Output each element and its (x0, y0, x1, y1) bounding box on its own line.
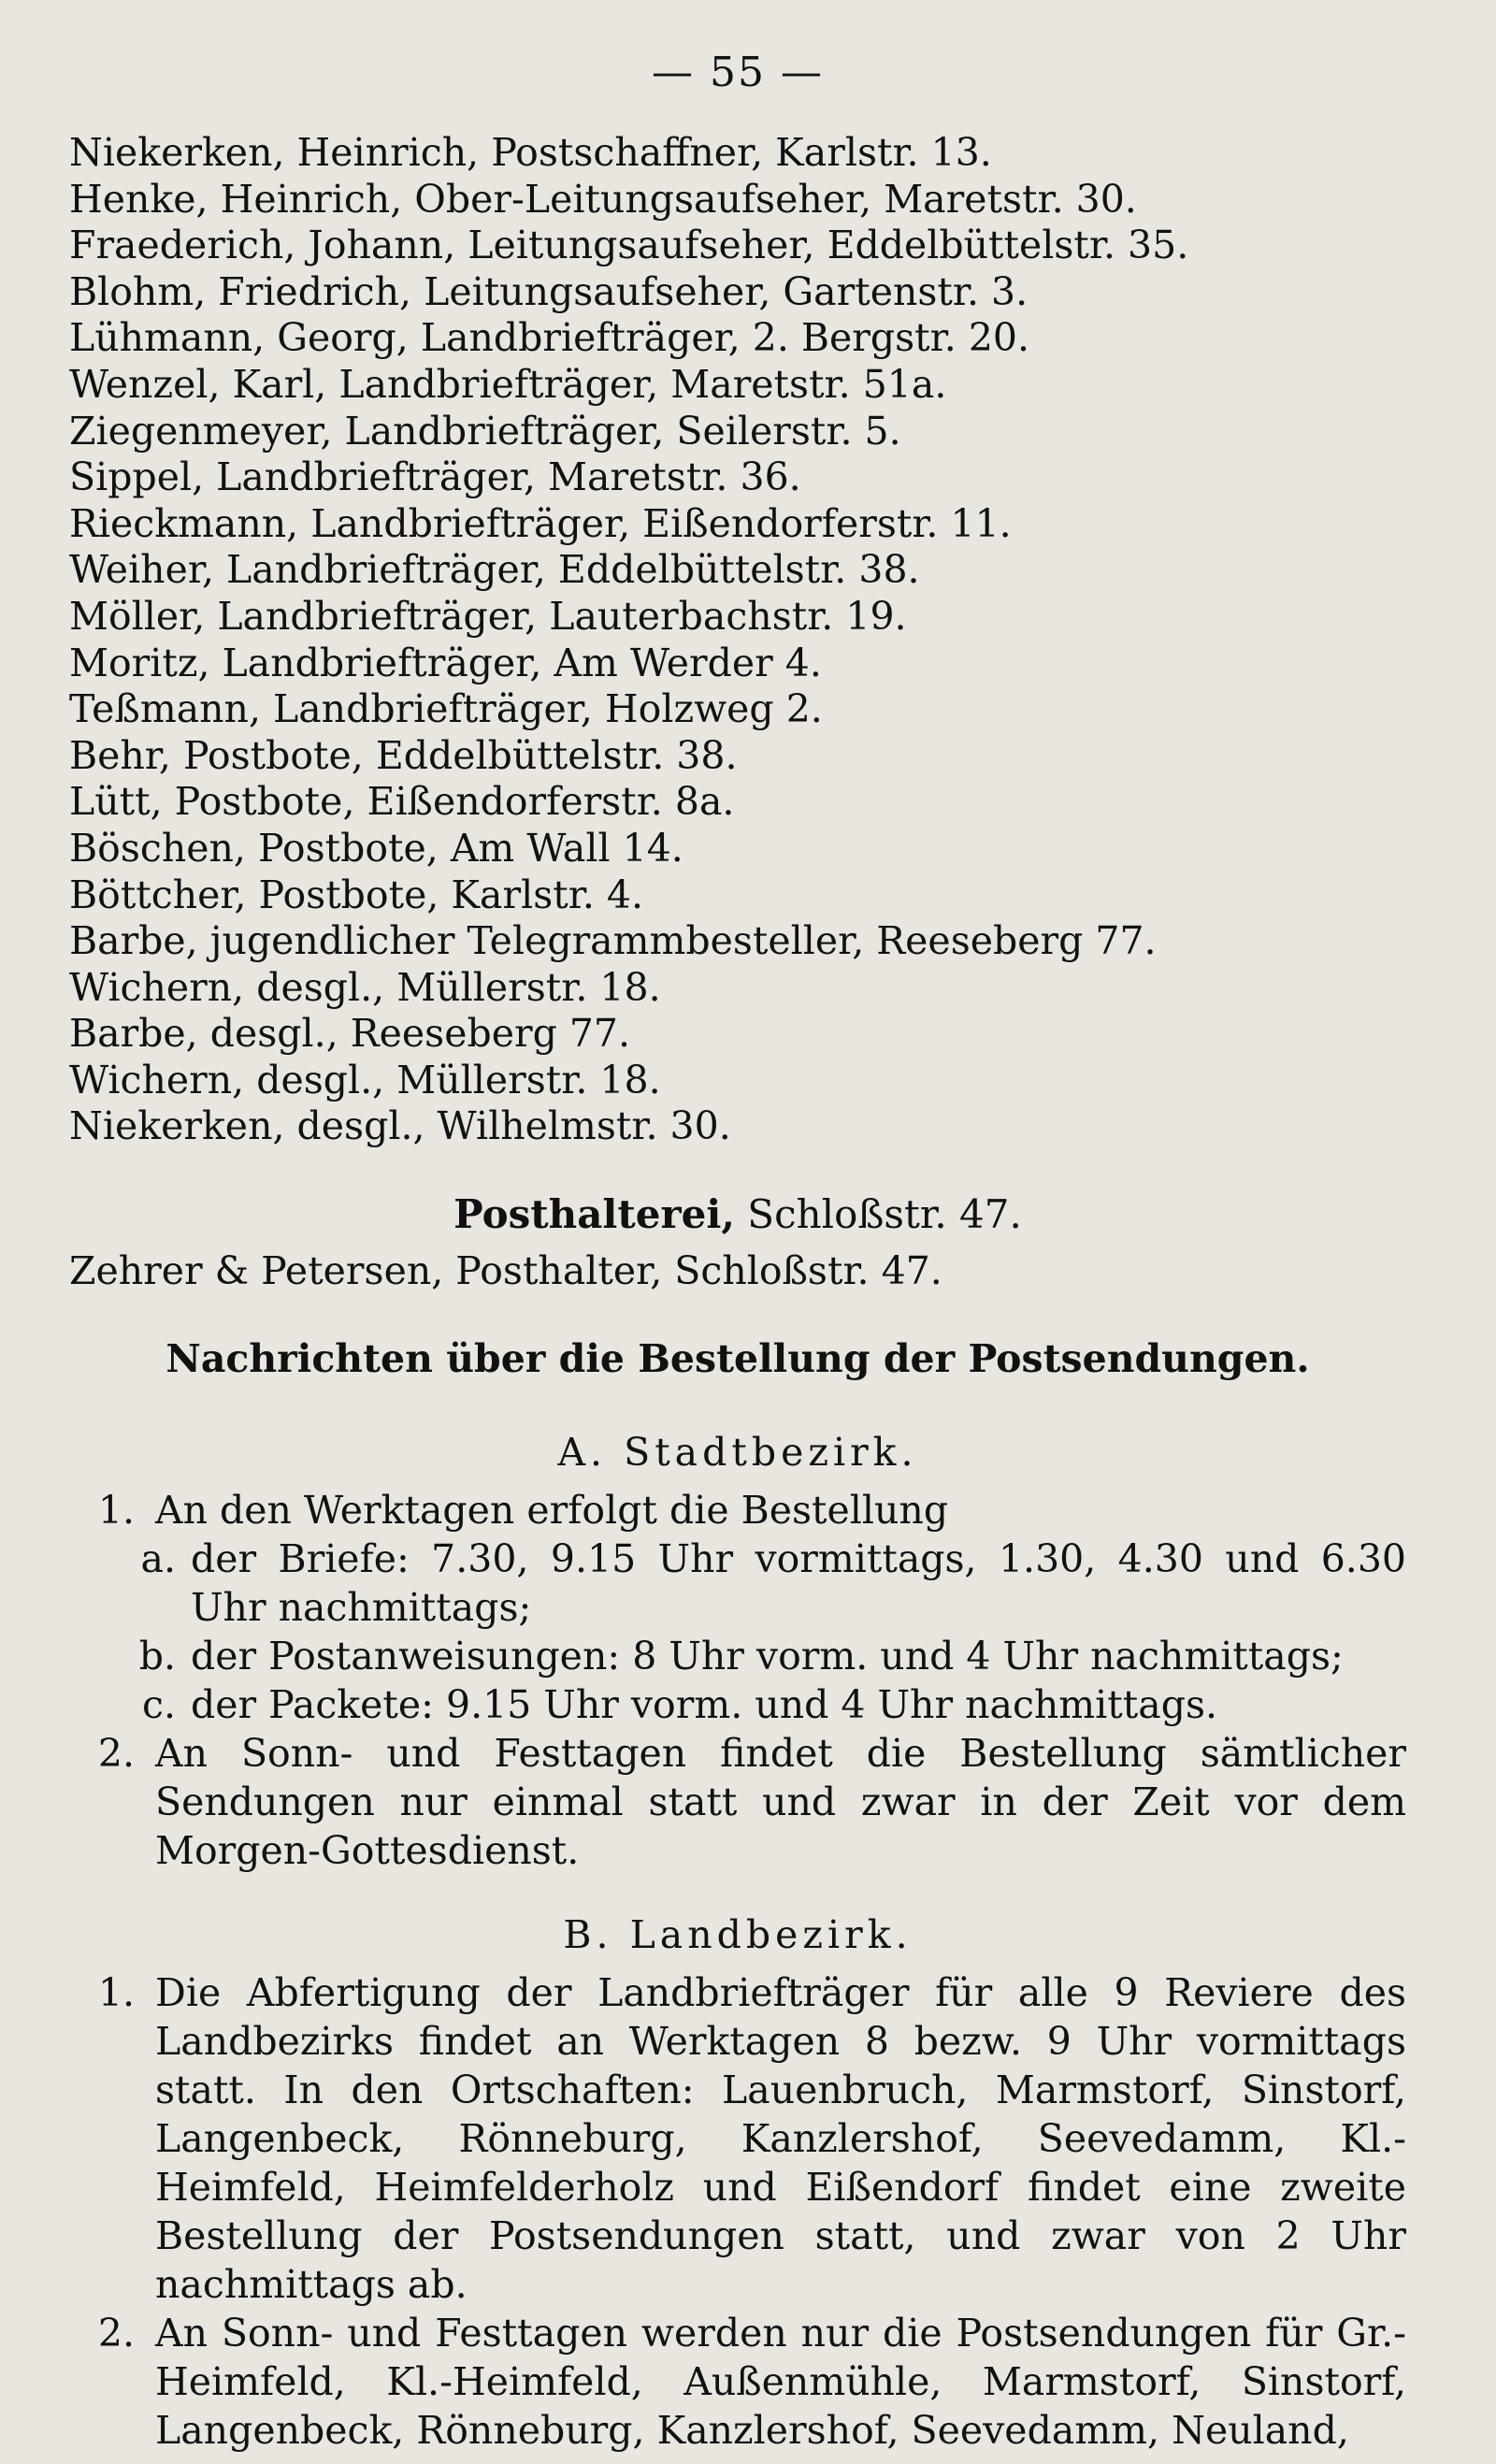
paragraph-text: An Sonn- und Festtagen werden nur die Postsendungen für Gr.-Heimfeld, Kl.-Heimfeld, Außenmühle, Marmstorf, Sinstorf, Langenbeck, Rönneburg, Kanzlershof, Seevedamm, Neuland, (155, 2311, 1406, 2454)
stadt-paragraph-2 (69, 1729, 1406, 1875)
item-letter: a. (140, 1536, 176, 1582)
list-item: Ziegenmeyer, Landbriefträger, Seilerstr. 5. (69, 408, 901, 454)
list-item: Wichern, desgl., Müllerstr. 18. (69, 964, 661, 1010)
paragraph-number: 2. (97, 2311, 135, 2356)
section-title: Nachrichten über die Bestellung der Postsendungen. (165, 1336, 1310, 1382)
list-item: Blohm, Friedrich, Leitungsaufseher, Gartenstr. 3. (69, 268, 1028, 314)
item-letter: b. (138, 1634, 176, 1679)
list-item: Barbe, desgl., Reeseberg 77. (69, 1011, 631, 1057)
list-item: Weiher, Landbriefträger, Eddelbüttelstr. 38. (69, 547, 920, 593)
list-item: Niekerken, desgl., Wilhelmstr. 30. (69, 1103, 731, 1149)
page-number: — 55 — (652, 49, 824, 96)
land-paragraph-1 (69, 1968, 1406, 2309)
posthalterei-heading-address: Schloßstr. 47. (734, 1191, 1022, 1238)
posthalter-entry: Zehrer & Petersen, Posthalter, Schloßstr. 47. (69, 1248, 942, 1294)
list-item: Lütt, Postbote, Eißendorferstr. 8a. (69, 779, 735, 825)
list-item: Teßmann, Landbriefträger, Holzweg 2. (69, 686, 823, 732)
item-text: der Packete: 9.15 Uhr vorm. und 4 Uhr nachmittags. (191, 1682, 1218, 1728)
stadt-item-b (69, 1632, 1406, 1680)
list-item: Niekerken, Heinrich, Postschaffner, Karlstr. 13. (69, 130, 992, 175)
list-item: Möller, Landbriefträger, Lauterbachstr. 19. (69, 593, 907, 639)
list-item: Wichern, desgl., Müllerstr. 18. (69, 1057, 661, 1102)
stadtbezirk-heading: A. Stadtbezirk. (557, 1430, 918, 1476)
paragraph-number: 1. (97, 1970, 135, 2016)
posthalterei-heading (69, 1191, 1406, 1237)
list-item: Wenzel, Karl, Landbriefträger, Maretstr. 51a. (69, 361, 947, 407)
list-item: Rieckmann, Landbriefträger, Eißendorferstr. 11. (69, 500, 1012, 546)
item-text: der Postanweisungen: 8 Uhr vorm. und 4 Uhr nachmittags; (191, 1634, 1344, 1679)
stadt-item-a (69, 1535, 1406, 1632)
list-item: Barbe, jugendlicher Telegrammbesteller, Reeseberg 77. (69, 918, 1157, 964)
paragraph-number: 2. (97, 1731, 135, 1777)
list-item: Böschen, Postbote, Am Wall 14. (69, 825, 683, 871)
list-item: Lühmann, Georg, Landbriefträger, 2. Bergstr. 20. (69, 315, 1030, 361)
paragraph-text: An Sonn- und Festtagen findet die Bestellung sämtlicher Sendungen nur einmal statt und zwar in der Zeit vor dem Morgen-Gottesdienst. (155, 1731, 1406, 1874)
paragraph-text: Die Abfertigung der Landbriefträger für alle 9 Reviere des Landbezirks findet an Werktagen 8 bezw. 9 Uhr vormittags statt. In den Ortschaften: Lauenbruch, Marmstorf, Sinstorf, Langenbeck, Rönneburg, Kanzlershof, Seevedamm, Kl.-Heimfeld, Heimfelderholz und Eißendorf findet eine zweite Bestellung der Postsendungen statt, und zwar von 2 Uhr nachmittags ab. (155, 1970, 1406, 2308)
list-item: Sippel, Landbriefträger, Maretstr. 36. (69, 454, 801, 500)
list-item: Fraederich, Johann, Leitungsaufseher, Eddelbüttelstr. 35. (69, 223, 1189, 268)
list-item: Henke, Heinrich, Ober-Leitungsaufseher, Maretstr. 30. (69, 176, 1137, 222)
stadt-item-c (69, 1680, 1406, 1729)
list-item: Behr, Postbote, Eddelbüttelstr. 38. (69, 732, 738, 778)
item-text: der Briefe: 7.30, 9.15 Uhr vormittags, 1.30, 4.30 und 6.30 Uhr nachmittags; (191, 1536, 1406, 1631)
posthalterei-heading-bold: Posthalterei, (453, 1191, 735, 1238)
list-item: Moritz, Landbriefträger, Am Werder 4. (69, 640, 822, 685)
paragraph-number: 1. (97, 1488, 135, 1534)
staff-list (69, 130, 1406, 1150)
stadt-paragraph-1 (69, 1486, 1406, 1535)
landbezirk-heading: B. Landbezirk. (563, 1912, 913, 1958)
paragraph-text: An den Werktagen erfolgt die Bestellung (155, 1488, 949, 1534)
item-letter: c. (142, 1682, 176, 1728)
land-paragraph-2 (69, 2309, 1406, 2455)
list-item: Böttcher, Postbote, Karlstr. 4. (69, 872, 643, 917)
